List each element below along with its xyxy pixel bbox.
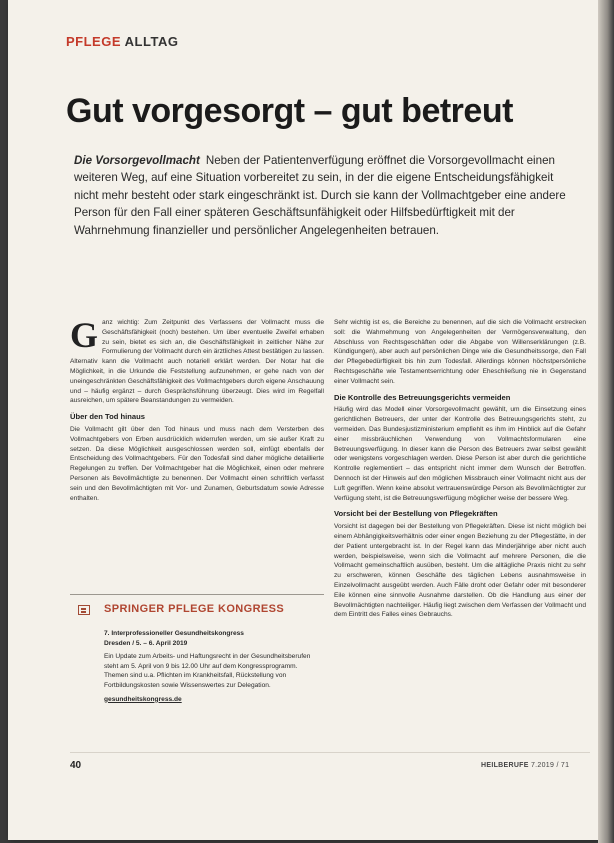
right-paragraph-3: Vorsicht ist dagegen bei der Bestellung von Pflegekräften. Diese ist nicht möglich bei einem Abhängigkeitsverhältnis oder einer engen Beziehung zu der Pflegestätte, in der der Patient untergebracht ist. In der Regel kann das Minderjährige aber nicht auch werden, beispielsweise, wenn sich die Vollmacht auf mehrere Personen, die die Vollmacht gemeinschaftlich ausüben, besteht. Um die alltägliche Praxis nicht zu sehr zu erschweren, können Geschäfte des täglichen Lebens ausnahmsweise in Einzelvollmacht ausgeübt werden. Auch Fälle droht oder Gefahr oder mit besonderer Eile können eine sinnvolle Ausnahme darstellen. Ob die Handlung aus einer der Bevollmächtigten nachteiliger. Häufig liegt zwischen dem Verfassen der Vollmacht und dem Eintritt des Falles eines Gebrauchs. bbox=[334, 523, 586, 619]
left-column bbox=[70, 315, 324, 503]
right-subhead-2: Vorsicht bei der Bestellung von Pflegekräften bbox=[334, 509, 498, 519]
magazine-page bbox=[8, 0, 598, 840]
article-lead bbox=[74, 152, 574, 239]
right-subhead-1: Die Kontrolle des Betreuungsgerichts vermeiden bbox=[334, 392, 511, 402]
article-headline: Gut vorgesorgt – gut betreut bbox=[66, 92, 513, 130]
congress-info-box bbox=[70, 594, 324, 744]
magazine-name: HEILBERUFE bbox=[481, 762, 529, 769]
lead-label: Die Vorsorgevollmacht bbox=[74, 154, 200, 167]
lead-text: Neben der Patientenverfügung eröffnet die Vorsorgevollmacht einen weiteren Weg, auf eine Situation vorbereitet zu sein, in der die eigene Entscheidungsfähigkeit nicht mehr besteht oder stark eingeschränkt ist. Durch sie kann der Vollmachtgeber eine andere Person für den Fall einer späteren Geschäftsunfähigkeit oder Hilfsbedürftigkeit mit der Wahrnehmung finanzieller und persönlicher Angelegenheiten betrauen. bbox=[74, 154, 566, 237]
magazine-footer bbox=[481, 762, 569, 769]
box-title: SPRINGER PFLEGE KONGRESS bbox=[104, 603, 285, 615]
box-body bbox=[104, 629, 316, 704]
rubric-rest: ALLTAG bbox=[124, 34, 179, 49]
right-paragraph-2: Häufig wird das Modell einer Vorsorgevollmacht gewählt, um die Einsetzung eines gerichtlichen Betreuers, der unter der Kontrolle des Betreuungsgerichts steht, zu vermeiden. Das Bundesjustizministerium empfiehlt es ihm im Hinblick auf die Gefahr einer missbräuchlichen Verwendung von Vollmachtsformularen eine Betreuungsverfügung. In dieser kann die Person des Betreuers zwar selbst gewählt oder wenigstens vorgeschlagen werden. Diese Person ist aber durch die gerichtliche Kontrolle reglementiert – das entspricht nicht immer dem Wunsch der Betroffen. Dennoch ist der Hinweis auf den möglichen Missbrauch einer Vollmacht nicht aus der Luft gegriffen. Wenn keine absolut vertrauenswürdige Person als Bevollmächtigter zur Verfügung steht, ist die Betreuungsverfügung möglicher weise der bessere Weg. bbox=[334, 406, 586, 502]
right-paragraph-1: Sehr wichtig ist es, die Bereiche zu benennen, auf die sich die Vollmacht erstrecken soll: die Wahrnehmung von Angelegenheiten der Vermögensverwaltung, den Abschluss von Rechtsgeschäften oder die Abgabe von Willenserklärungen (z.B. Kündigungen), aber auch auf persönlichen Dinge wie die Gesundheitssorge, den Fall der Pflegebedürftigkeit bis hin zum Todesfall. Allerdings können höchstpersönliche Rechtsgeschäfte wie Testamentserrichtung oder Eheschließung nie in Gegenstand einer Vollmacht sein. bbox=[334, 319, 586, 385]
event-date: Dresden / 5. – 6. April 2019 bbox=[104, 639, 188, 647]
left-subhead-1: Über den Tod hinaus bbox=[70, 412, 145, 422]
right-column bbox=[334, 318, 586, 620]
left-paragraph-1: anz wichtig: Zum Zeitpunkt des Verfassens der Vollmacht muss die Geschäftsfähigkeit (noch) bestehen. Um über eventuelle Zweifel erhaben zu sein, bietet es sich an, die Geschäftsfähigkeit in zeitlicher Nähe zur Formulierung der Vollmacht durch ein ärztliches Attest bestätigen zu lassen. Alternativ kann die Vollmacht auch notariell erklärt werden. Der Notar hat die Möglichkeit, in die Urkunde die Feststellung aufzunehmen, er gehe nach von der uneingeschränkten Geschäftsfähigkeit des Vollmachtgebers durch eigene Anschauung und – häufig ergänzt – durch Gesprächsführung überzeugt. Dies wird im Regelfall ausreichen, um spätere Beanstandungen zu vermeiden. bbox=[70, 319, 324, 405]
rubric-accent: PFLEGE bbox=[66, 34, 122, 49]
event-title: 7. Interprofessioneller Gesundheitskongress bbox=[104, 630, 244, 637]
page-number: 40 bbox=[70, 760, 82, 771]
event-description: Ein Update zum Arbeits- und Haftungsrecht in der Gesundheitsberufen steht am 5. April von 9 bis 12.00 Uhr auf dem Kongressprogramm. Themen sind u.a. Pflichten im Krankheitsfall, Rückstellung von Fortbildungskosten sowie Wissenswertes zur Delegation. bbox=[104, 653, 311, 689]
section-rubric bbox=[66, 34, 178, 49]
left-paragraph-2: Die Vollmacht gilt über den Tod hinaus und muss nach dem Versterben des Vollmachtgebers von Erben ausdrücklich widerrufen werden, um sie außer Kraft zu setzen. Da diese Möglichkeit ausgeschlossen werden soll, einfügt ebenfalls der Entscheidung des Vollmachtgebers. Für den Todesfall sind daher mögliche detaillierte Regelungen zu treffen. Der Vollmachtgeber hat die Möglichkeit, einen oder mehrere Personen als Bevollmächtigte zu benennen. Der Vollmacht einen schriftlich verfasst sein und den Bevollmächtigten mit Vor- und Zunamen, Geburtsdatum sowie Adresse enthalten. bbox=[70, 425, 324, 502]
drop-cap: G bbox=[70, 315, 99, 355]
issue-number: 7.2019 / 71 bbox=[530, 762, 570, 769]
congress-link[interactable]: gesundheitskongress.de bbox=[104, 695, 182, 703]
page-edge bbox=[598, 0, 614, 843]
calendar-icon bbox=[78, 605, 90, 615]
footer-divider bbox=[70, 752, 590, 753]
